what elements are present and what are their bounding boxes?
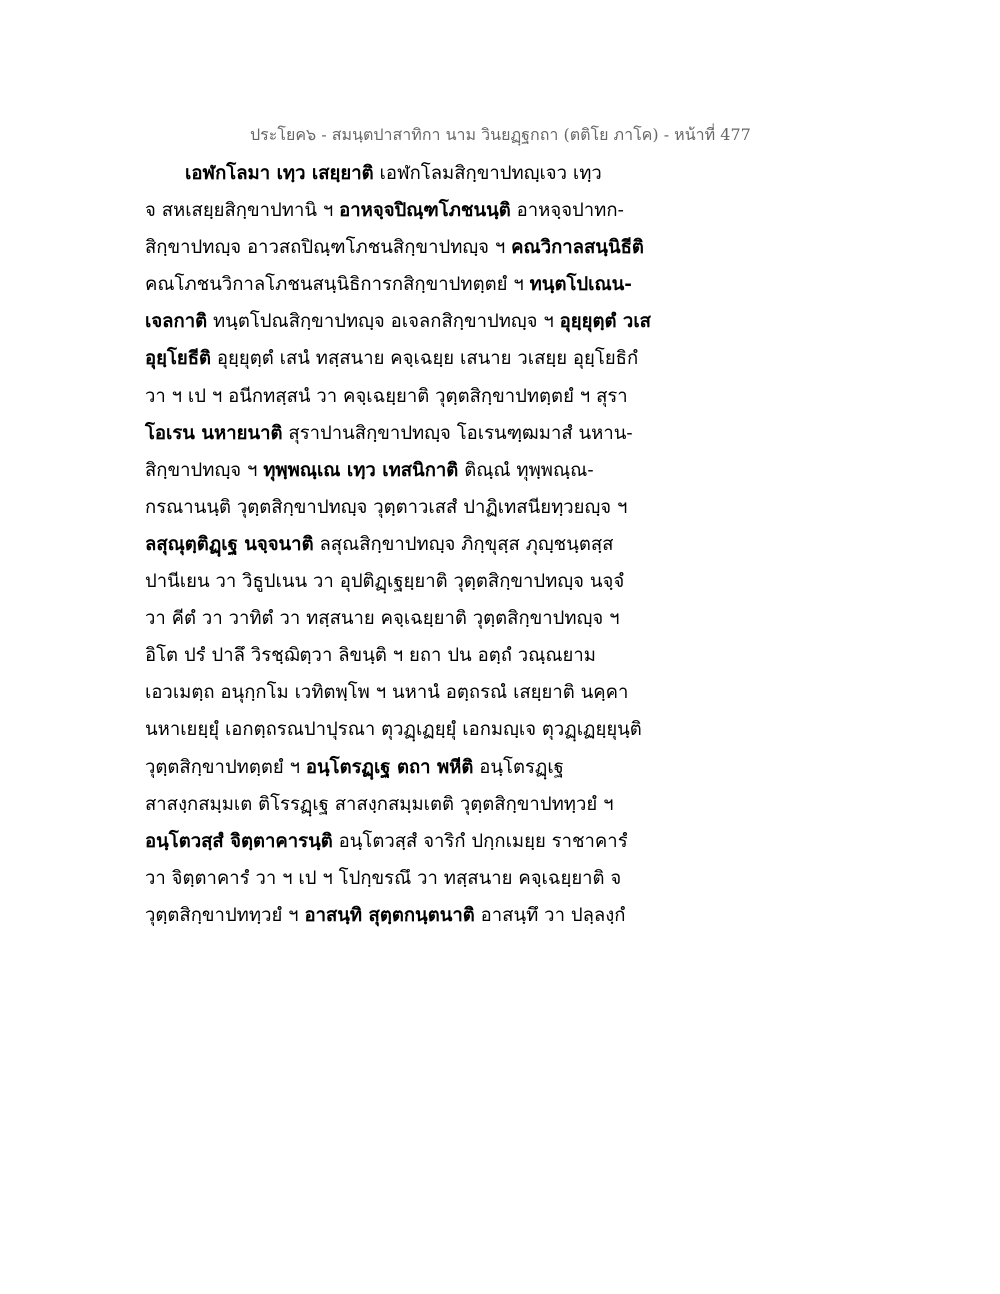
bold-term: อนฺโตวสฺสํ จิตฺตาคารนฺติ — [145, 830, 333, 852]
bold-term: อุยฺโยธีติ — [145, 348, 212, 370]
text-line — [145, 823, 705, 860]
bold-term: คณวิกาลสนฺนิธีติ — [511, 237, 644, 259]
text-segment: อนฺโตรฏฺเฐ — [473, 756, 564, 778]
text-segment: สิกฺขาปทญฺจ ฯ — [145, 459, 264, 481]
text-segment: อาหจฺจปาทก- — [510, 200, 624, 222]
text-segment: อุยฺยุตฺตํ เสนํ ทสฺสนาย คจฺเฉยฺย เสนาย วเสยฺย อุยฺโยธิกํ — [211, 348, 639, 370]
text-line — [145, 897, 705, 934]
text-segment: สุราปานสิกฺขาปทญฺจ โอเรนฑฺฒมาสํ นหาน- — [282, 422, 633, 444]
bold-term: ทุพฺพณฺเณ เทฺว เทสนิกาติ — [263, 459, 459, 481]
text-segment: เอวเมตฺถ อนุกฺกโม เวทิตพฺโพ ฯ นหานํ อตฺถรณํ เสยฺยาติ นคฺคา — [145, 682, 629, 704]
bold-term: เอฬกโลมา เทฺว เสยฺยาติ — [185, 163, 374, 184]
text-line — [145, 600, 705, 637]
text-line — [145, 786, 705, 823]
text-segment: วา ฯ เป ฯ อนีกทสฺสนํ วา คจฺเฉยฺยาติ วุตฺตสิกฺขาปทตฺตยํ ฯ สุรา — [145, 385, 628, 407]
text-line — [145, 192, 705, 229]
text-line — [145, 860, 705, 897]
text-segment: อาสนฺทึ วา ปลฺลงฺกํ — [474, 904, 626, 926]
text-segment: นหาเยยฺยุํ เอกตฺถรณปาปุรณา ตุวฏฺเฏยฺยุํ เอกมญฺเจ ตุวฏฺเฏยฺยุนฺติ — [145, 719, 642, 741]
text-line — [145, 415, 705, 452]
bold-term: ลสุณุตฺติฏฺเฐ นจฺจนาติ — [145, 533, 314, 555]
text-line — [145, 526, 705, 563]
bold-term: เจลกาติ — [145, 311, 208, 333]
text-line — [145, 637, 705, 674]
text-segment: เอฬกโลมสิกฺขาปทญฺเจว เทฺว — [373, 163, 602, 184]
text-segment: ทนฺตโปณสิกฺขาปทญฺจ อเจลกสิกฺขาปทญฺจ ฯ — [207, 311, 560, 333]
text-segment: วุตฺตสิกฺขาปททฺวยํ ฯ — [145, 904, 305, 926]
text-line — [145, 563, 705, 600]
text-segment: สิกฺขาปทญฺจ อาวสถปิณฺฑโภชนสิกฺขาปทญฺจ ฯ — [145, 237, 512, 259]
text-line — [145, 340, 705, 377]
text-line — [145, 155, 705, 192]
text-segment: กรณานนฺติ วุตฺตสิกฺขาปทญฺจ วุตฺตาวเสสํ ปาฏิเทสนียทฺวยญฺจ ฯ — [145, 496, 628, 518]
text-segment: ปานีเยน วา วิธูปเนน วา อุปติฏฺเฐยฺยาติ วุตฺตสิกฺขาปทญฺจ นจฺจํ — [145, 571, 625, 593]
text-line — [145, 489, 705, 526]
text-line — [145, 266, 705, 303]
text-segment: คณโภชนวิกาลโภชนสนฺนิธิการกสิกฺขาปทตฺตยํ ฯ — [145, 274, 530, 296]
text-line — [145, 378, 705, 415]
page-header: ประโยค๖ - สมนฺตปาสาทิกา นาม วินยฏฺฐกถา (ตติโย ภาโค) - หน้าที่ 477 — [250, 125, 751, 144]
bold-term: อนฺโตรฏฺเฐ ตถา พหีติ — [305, 756, 474, 778]
text-line — [145, 303, 705, 340]
text-segment: วา จิตฺตาคารํ วา ฯ เป ฯ โปกฺขรณึ วา ทสฺสนาย คจฺเฉยฺยาติ จ — [145, 867, 622, 889]
text-line — [145, 229, 705, 266]
text-line — [145, 711, 705, 748]
text-segment: ติณฺณํ ทุพฺพณฺณ- — [458, 459, 594, 481]
text-segment: อิโต ปรํ ปาลึ วิรชฺฌิตฺวา ลิขนฺติ ฯ ยถา ปน อตฺถํ วณฺณยาม — [145, 645, 596, 667]
text-segment: อนฺโตวสฺสํ จาริกํ ปกฺกเมยฺย ราชาคารํ — [332, 830, 628, 852]
text-line — [145, 452, 705, 489]
bold-term: อุยฺยุตฺตํ วเส — [559, 311, 651, 333]
body-text — [145, 155, 705, 934]
text-line — [145, 674, 705, 711]
bold-term: อาสนฺทิ สุตฺตกนฺตนาติ — [304, 904, 475, 926]
text-segment: วุตฺตสิกฺขาปทตฺตยํ ฯ — [145, 756, 306, 778]
text-segment: สาสงฺกสมฺมเต ติโรรฏฺเฐ สาสงฺกสมฺมเตติ วุตฺตสิกฺขาปททฺวยํ ฯ — [145, 793, 614, 815]
bold-term: อาหจฺจปิณฺฑโภชนนฺติ — [339, 200, 511, 222]
text-segment: วา คีตํ วา วาทิตํ วา ทสฺสนาย คจฺเฉยฺยาติ วุตฺตสิกฺขาปทญฺจ ฯ — [145, 608, 620, 630]
text-line — [145, 749, 705, 786]
bold-term: ทนฺตโปเณน- — [529, 274, 632, 296]
text-segment: จ สหเสยฺยสิกฺขาปทานิ ฯ — [145, 200, 340, 222]
text-segment: ลสุณสิกฺขาปทญฺจ ภิกฺขุสฺส ภุญฺชนฺตสฺส — [313, 533, 614, 555]
bold-term: โอเรน นหายนาติ — [145, 422, 283, 444]
